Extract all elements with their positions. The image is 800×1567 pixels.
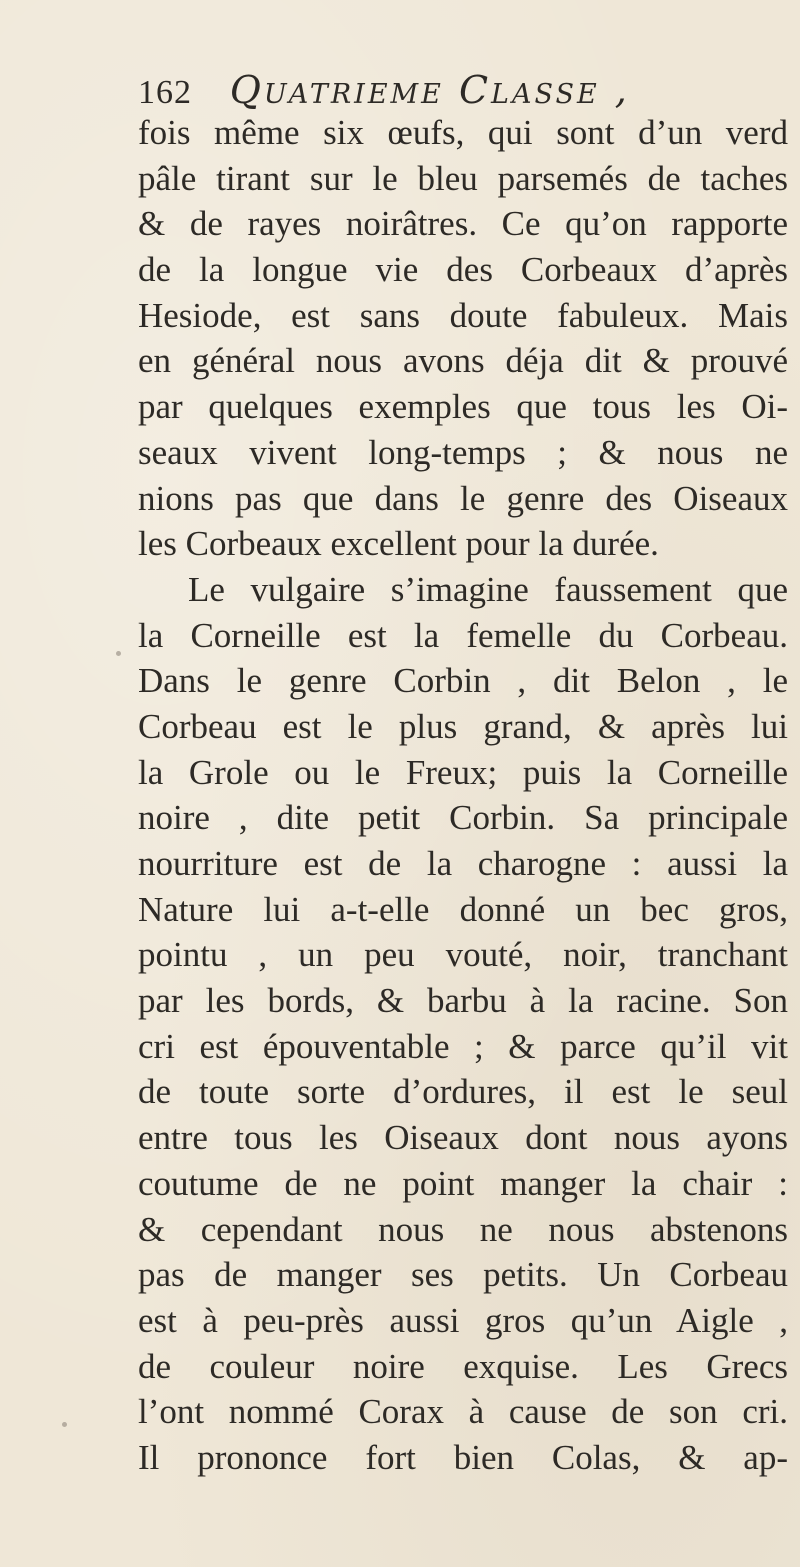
text-line: pâle tirant sur le bleu parsemés de taches [138, 158, 788, 198]
running-title: Quatrieme Classe , [229, 68, 630, 112]
text-line: nions pas que dans le genre des Oiseaux [138, 478, 788, 518]
text-line: Nature lui a-t-elle donné un bec gros, [138, 889, 788, 929]
text-line: Corbeau est le plus grand, & après lui [138, 706, 788, 746]
text-line: l’ont nommé Corax à cause de son cri. [138, 1392, 788, 1432]
text-line: de couleur noire exquise. Les Grecs [138, 1346, 788, 1386]
body-text [138, 110, 788, 1481]
text-line: nourriture est de la charogne : aussi la [138, 844, 788, 883]
paper-speck [116, 651, 121, 656]
text-line: de la longue vie des Corbeaux d’après [138, 250, 788, 290]
page-number: 162 [138, 74, 192, 111]
paragraph-first-line: Le vulgaire s’imagine faussement que [188, 569, 788, 609]
paper-speck [62, 1422, 67, 1427]
text-line: de toute sorte d’ordures, il est le seul [138, 1072, 788, 1112]
text-line: la Corneille est la femelle du Corbeau. [138, 615, 788, 655]
paragraph-end-line: les Corbeaux excellent pour la durée. [138, 524, 659, 564]
text-line: fois même six œufs, qui sont d’un verd [138, 113, 788, 152]
text-line: en général nous avons déja dit & prouvé [138, 341, 788, 381]
text-line: Dans le genre Corbin , dit Belon , le [138, 661, 788, 701]
text-line: cri est épouventable ; & parce qu’il vit [138, 1026, 788, 1066]
text-line: pas de manger ses petits. Un Corbeau [138, 1255, 788, 1295]
text-line: seaux vivent long-temps ; & nous ne [138, 432, 788, 472]
text-line: & cependant nous ne nous abstenons [138, 1209, 788, 1249]
text-line: Hesiode, est sans doute fabuleux. Mais [138, 295, 788, 335]
text-line: est à peu-près aussi gros qu’un Aigle , [138, 1300, 788, 1340]
text-line: coutume de ne point manger la chair : [138, 1163, 788, 1203]
text-line: noire , dite petit Corbin. Sa principale [138, 798, 788, 838]
text-line: Il prononce fort bien Colas, & ap- [138, 1437, 788, 1477]
text-line: par les bords, & barbu à la racine. Son [138, 981, 788, 1021]
text-line: par quelques exemples que tous les Oi- [138, 387, 788, 427]
text-line: la Grole ou le Freux; puis la Corneille [138, 752, 788, 792]
text-line: & de rayes noirâtres. Ce qu’on rapporte [138, 204, 788, 244]
text-line: pointu , un peu vouté, noir, tranchant [138, 935, 788, 975]
text-line: entre tous les Oiseaux dont nous ayons [138, 1118, 788, 1158]
